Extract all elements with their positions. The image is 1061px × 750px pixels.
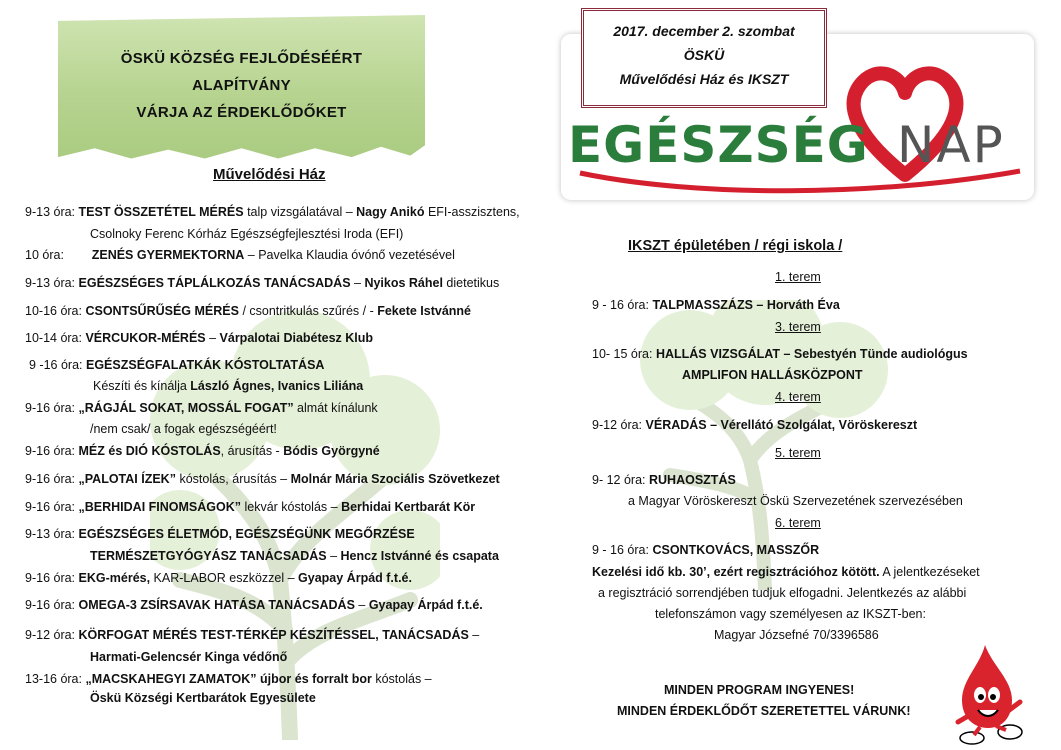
program-item: 9-13 óra: EGÉSZSÉGES ÉLETMÓD, EGÉSZSÉGÜNK MEGŐRZÉSE <box>25 527 415 541</box>
program-item: 9 - 16 óra: CSONTKOVÁCS, MASSZŐR <box>592 543 820 557</box>
program-item-line2: Készíti és kínálja László Ágnes, Ivanics Liliána <box>93 379 364 393</box>
date-box <box>581 8 827 108</box>
banner-line-1: ÖSKÜ KÖZSÉG FEJLŐDÉSÉÉRT <box>120 50 363 67</box>
program-item-line2: Kezelési idő kb. 30’, ezért regisztrációhoz kötött. A jelentkezéseket <box>592 565 980 579</box>
logo-nap-text: NAP <box>897 116 1005 174</box>
program-item: 9 -16 óra: EGÉSZSÉGFALATKÁK KÓSTOLTATÁSA <box>29 358 325 372</box>
program-item-line2: AMPLIFON HALLÁSKÖZPONT <box>682 368 863 382</box>
program-item: 9-12 óra: KÖRFOGAT MÉRÉS TEST-TÉRKÉP KÉSZÍTÉSSEL, TANÁCSADÁS – <box>25 628 480 642</box>
program-item: 9-13 óra: EGÉSZSÉGES TÁPLÁLKOZÁS TANÁCSADÁS – Nyikos Ráhel dietetikus <box>25 276 500 290</box>
footer-welcome: MINDEN ÉRDEKLŐDŐT SZERETETTEL VÁRUNK! <box>617 704 911 718</box>
program-item: 9- 12 óra: RUHAOSZTÁS <box>592 473 736 487</box>
banner-line-2: ALAPÍTVÁNY <box>192 77 291 94</box>
program-item-line4: telefonszámon vagy személyesen az IKSZT-ben: <box>655 607 926 621</box>
program-item-line2: a Magyar Vöröskereszt Öskü Szervezetének szervezésében <box>628 494 963 508</box>
room-1: 1. terem <box>775 270 821 284</box>
program-item: 10-16 óra: CSONTSŰRŰSÉG MÉRÉS / csontritkulás szűrés / - Fekete Istvánné <box>25 304 471 318</box>
program-item-line2: Csolnoky Ferenc Kórház Egészségfejlesztési Iroda (EFI) <box>90 227 404 241</box>
date-line: 2017. december 2. szombat <box>613 23 795 39</box>
logo-egeszseg-text: EGÉSZSÉG <box>568 116 869 174</box>
program-item: 9 - 16 óra: TALPMASSZÁZS – Horváth Éva <box>592 298 840 312</box>
room-4: 4. terem <box>775 390 821 404</box>
program-item-line3: a regisztráció sorrendjében tudjuk elfogadni. Jelentkezés az alábbi <box>598 586 967 600</box>
room-3: 3. terem <box>775 320 821 334</box>
room-6: 6. terem <box>775 516 821 530</box>
program-item-line2: TERMÉSZETGYÓGYÁSZ TANÁCSADÁS – Hencz Istvánné és csapata <box>90 549 499 563</box>
program-item: 9-16 óra: „BERHIDAI FINOMSÁGOK” lekvár kóstolás – Berhidai Kertbarát Kör <box>25 500 476 514</box>
program-item: 9-13 óra: TEST ÖSSZETÉTEL MÉRÉS talp vizsgálatával – Nagy Anikó EFI-asszisztens, <box>25 205 520 219</box>
program-item: 9-12 óra: VÉRADÁS – Vérellátó Szolgálat, Vöröskereszt <box>592 418 918 432</box>
program-item-line2: /nem csak/ a fogak egészségéért! <box>90 422 277 436</box>
venue-line: Művelődési Ház és IKSZT <box>619 71 789 87</box>
right-section-title: IKSZT épületében / régi iskola / <box>628 238 843 254</box>
program-item: 10-14 óra: VÉRCUKOR-MÉRÉS – Várpalotai Diabétesz Klub <box>25 331 374 345</box>
program-item: 9-16 óra: „PALOTAI ÍZEK” kóstolás, árusítás – Molnár Mária Szociális Szövetkezet <box>25 472 500 486</box>
program-item: 10- 15 óra: HALLÁS VIZSGÁLAT – Sebestyén Tünde audiológus <box>592 347 968 361</box>
program-item: 9-16 óra: „RÁGJÁL SOKAT, MOSSÁL FOGAT” almát kínálunk <box>25 401 378 415</box>
program-item-line2: Öskü Községi Kertbarátok Egyesülete <box>90 691 316 705</box>
contact-line: Magyar Józsefné 70/3396586 <box>714 628 879 642</box>
banner-line-3: VÁRJA AZ ÉRDEKLŐDŐKET <box>136 104 347 121</box>
program-item: 9-16 óra: MÉZ és DIÓ KÓSTOLÁS, árusítás - Bódis Györgyné <box>25 444 380 458</box>
program-item: 9-16 óra: OMEGA-3 ZSÍRSAVAK HATÁSA TANÁCSADÁS – Gyapay Árpád f.t.é. <box>25 598 483 612</box>
program-item: 13-16 óra: „MACSKAHEGYI ZAMATOK” újbor és forralt bor kóstolás – <box>25 672 432 686</box>
footer-free: MINDEN PROGRAM INGYENES! <box>664 683 855 697</box>
program-item: 10 óra: ZENÉS GYERMEKTORNA – Pavelka Klaudia óvónő vezetésével <box>25 248 455 262</box>
left-section-title: Művelődési Ház <box>213 166 326 183</box>
program-item-line2: Harmati-Gelencsér Kinga védőnő <box>90 650 288 664</box>
blood-drop-mascot-icon <box>950 640 1030 745</box>
room-5: 5. terem <box>775 446 821 460</box>
place-line: ÖSKÜ <box>683 47 725 63</box>
program-item: 9-16 óra: EKG-mérés, KAR-LABOR eszközzel – Gyapay Árpád f.t.é. <box>25 571 412 585</box>
